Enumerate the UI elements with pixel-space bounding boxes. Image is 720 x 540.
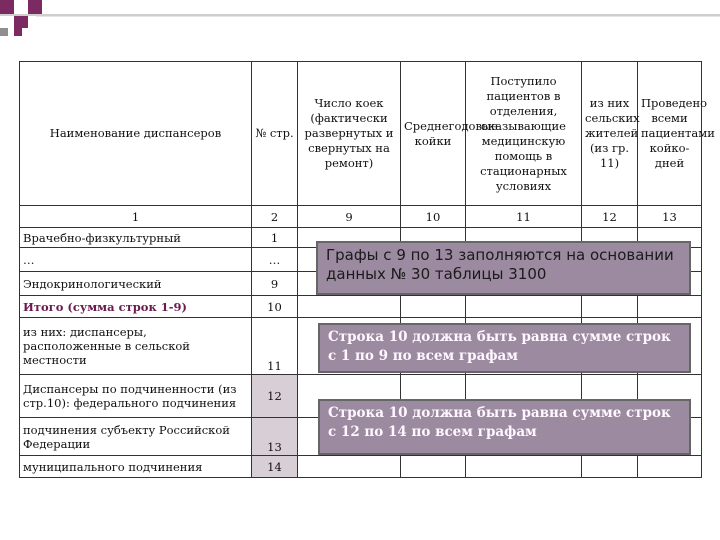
row-name: из них: диспансеры, расположенные в сельской местности: [20, 318, 252, 375]
row-name: Итого (сумма строк 1-9): [20, 296, 252, 318]
row-name: подчинения субъекту Российской Федерации: [20, 418, 252, 456]
row-number: 10: [252, 296, 298, 318]
row-number: 9: [252, 272, 298, 296]
corner-square-2: [14, 14, 28, 28]
table-row: [20, 456, 702, 478]
row-number: 1: [252, 228, 298, 248]
note-columns-9-13: Графы с 9 по 13 заполняются на основании данных № 30 таблицы 3100: [316, 241, 691, 295]
row-name: Диспансеры по подчиненности (из стр.10): федерального подчинения: [20, 375, 252, 418]
note-row10-sum-12-14: Строка 10 должна быть равна сумме строк с 12 по 14 по всем графам: [318, 399, 691, 455]
header-bed-days: Проведено всеми пациентами койко-дней: [638, 62, 702, 206]
header-row-number: № стр.: [252, 62, 298, 206]
header-admitted: Поступило пациентов в отделения, оказывающие медицинскую помощь в стационарных условиях: [466, 62, 582, 206]
col-number: 9: [298, 206, 401, 228]
row-name: Эндокринологический: [20, 272, 252, 296]
note-row10-sum-1-9: Строка 10 должна быть равна сумме строк с 1 по 9 по всем графам: [318, 323, 691, 373]
col-number: 10: [401, 206, 466, 228]
row-number: 12: [252, 375, 298, 418]
numbering-row: [20, 206, 702, 228]
header-name: Наименование диспансеров: [20, 62, 252, 206]
col-number: 1: [20, 206, 252, 228]
header-beds: Число коек (фактически развернутых и свернутых на ремонт): [298, 62, 401, 206]
corner-square-1: [0, 0, 14, 14]
table-row-total: [20, 296, 702, 318]
col-number: 11: [466, 206, 582, 228]
col-number: 12: [582, 206, 638, 228]
corner-square-4: [0, 28, 8, 36]
col-number: 13: [638, 206, 702, 228]
top-divider-2: [36, 16, 720, 17]
header-rural: из них сельских жителей (из гр. 11): [582, 62, 638, 206]
row-name: муниципального подчинения: [20, 456, 252, 478]
col-number: 2: [252, 206, 298, 228]
row-name: Врачебно-физкультурный: [20, 228, 252, 248]
row-name: …: [20, 248, 252, 272]
row-number: 14: [252, 456, 298, 478]
corner-square-3: [28, 0, 42, 14]
row-number: 11: [252, 318, 298, 375]
row-number: …: [252, 248, 298, 272]
corner-square-5: [14, 28, 22, 36]
header-avg-beds: Среднегодовые койки: [401, 62, 466, 206]
row-number: 13: [252, 418, 298, 456]
header-row: [20, 62, 702, 206]
